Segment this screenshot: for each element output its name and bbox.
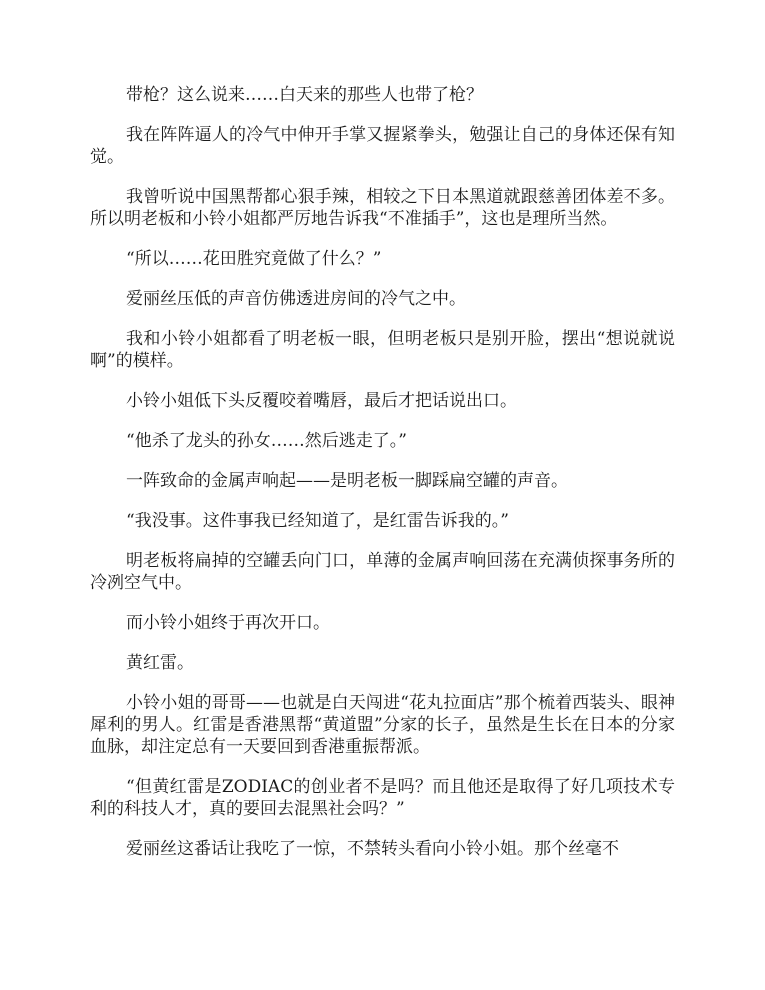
paragraph-1: 带枪？这么说来……白天来的那些人也带了枪？ [126, 85, 483, 105]
text-body [90, 84, 675, 878]
paragraph-8: “他杀了龙头的孙女……然后逃走了。” [126, 431, 407, 451]
paragraph-3: 我曾听说中国黑帮都心狠手辣，相较之下日本黑道就跟慈善团体差不多。所以明老板和小铃小姐都严厉地告诉我“不准插手”，这也是理所当然。 [90, 187, 675, 229]
paragraph-5: 爱丽丝压低的声音仿佛透进房间的冷气之中。 [126, 289, 466, 309]
paragraph-7: 小铃小姐低下头反覆咬着嘴唇，最后才把话说出口。 [126, 391, 517, 411]
paragraph-16: 爱丽丝这番话让我吃了一惊，不禁转头看向小铃小姐。那个丝毫不 [126, 839, 619, 859]
paragraph-9: 一阵致命的金属声响起——是明老板一脚踩扁空罐的声音。 [126, 471, 568, 491]
paragraph-12: 而小铃小姐终于再次开口。 [126, 613, 330, 633]
paragraph-11: 明老板将扁掉的空罐丢向门口，单薄的金属声响回荡在充满侦探事务所的冷冽空气中。 [90, 551, 675, 593]
paragraph-4: “所以……花田胜究竟做了什么？” [126, 249, 382, 269]
paragraph-15: “但黄红雷是ZODIAC的创业者不是吗？而且他还是取得了好几项技术专利的科技人才，真的要回去混黑社会吗？” [90, 777, 675, 819]
paragraph-2: 我在阵阵逼人的冷气中伸开手掌又握紧拳头，勉强让自己的身体还保有知觉。 [90, 125, 675, 167]
paragraph-10: “我没事。这件事我已经知道了，是红雷告诉我的。” [126, 511, 509, 531]
paragraph-14: 小铃小姐的哥哥——也就是白天闯进“花丸拉面店”那个梳着西装头、眼神犀利的男人。红雷是香港黑帮“黄道盟”分家的长子，虽然是生长在日本的分家血脉，却注定总有一天要回到香港重振帮派。 [90, 693, 675, 757]
paragraph-13: 黄红雷。 [126, 653, 194, 673]
paragraph-6: 我和小铃小姐都看了明老板一眼，但明老板只是别开脸，摆出“想说就说啊”的模样。 [90, 329, 675, 371]
